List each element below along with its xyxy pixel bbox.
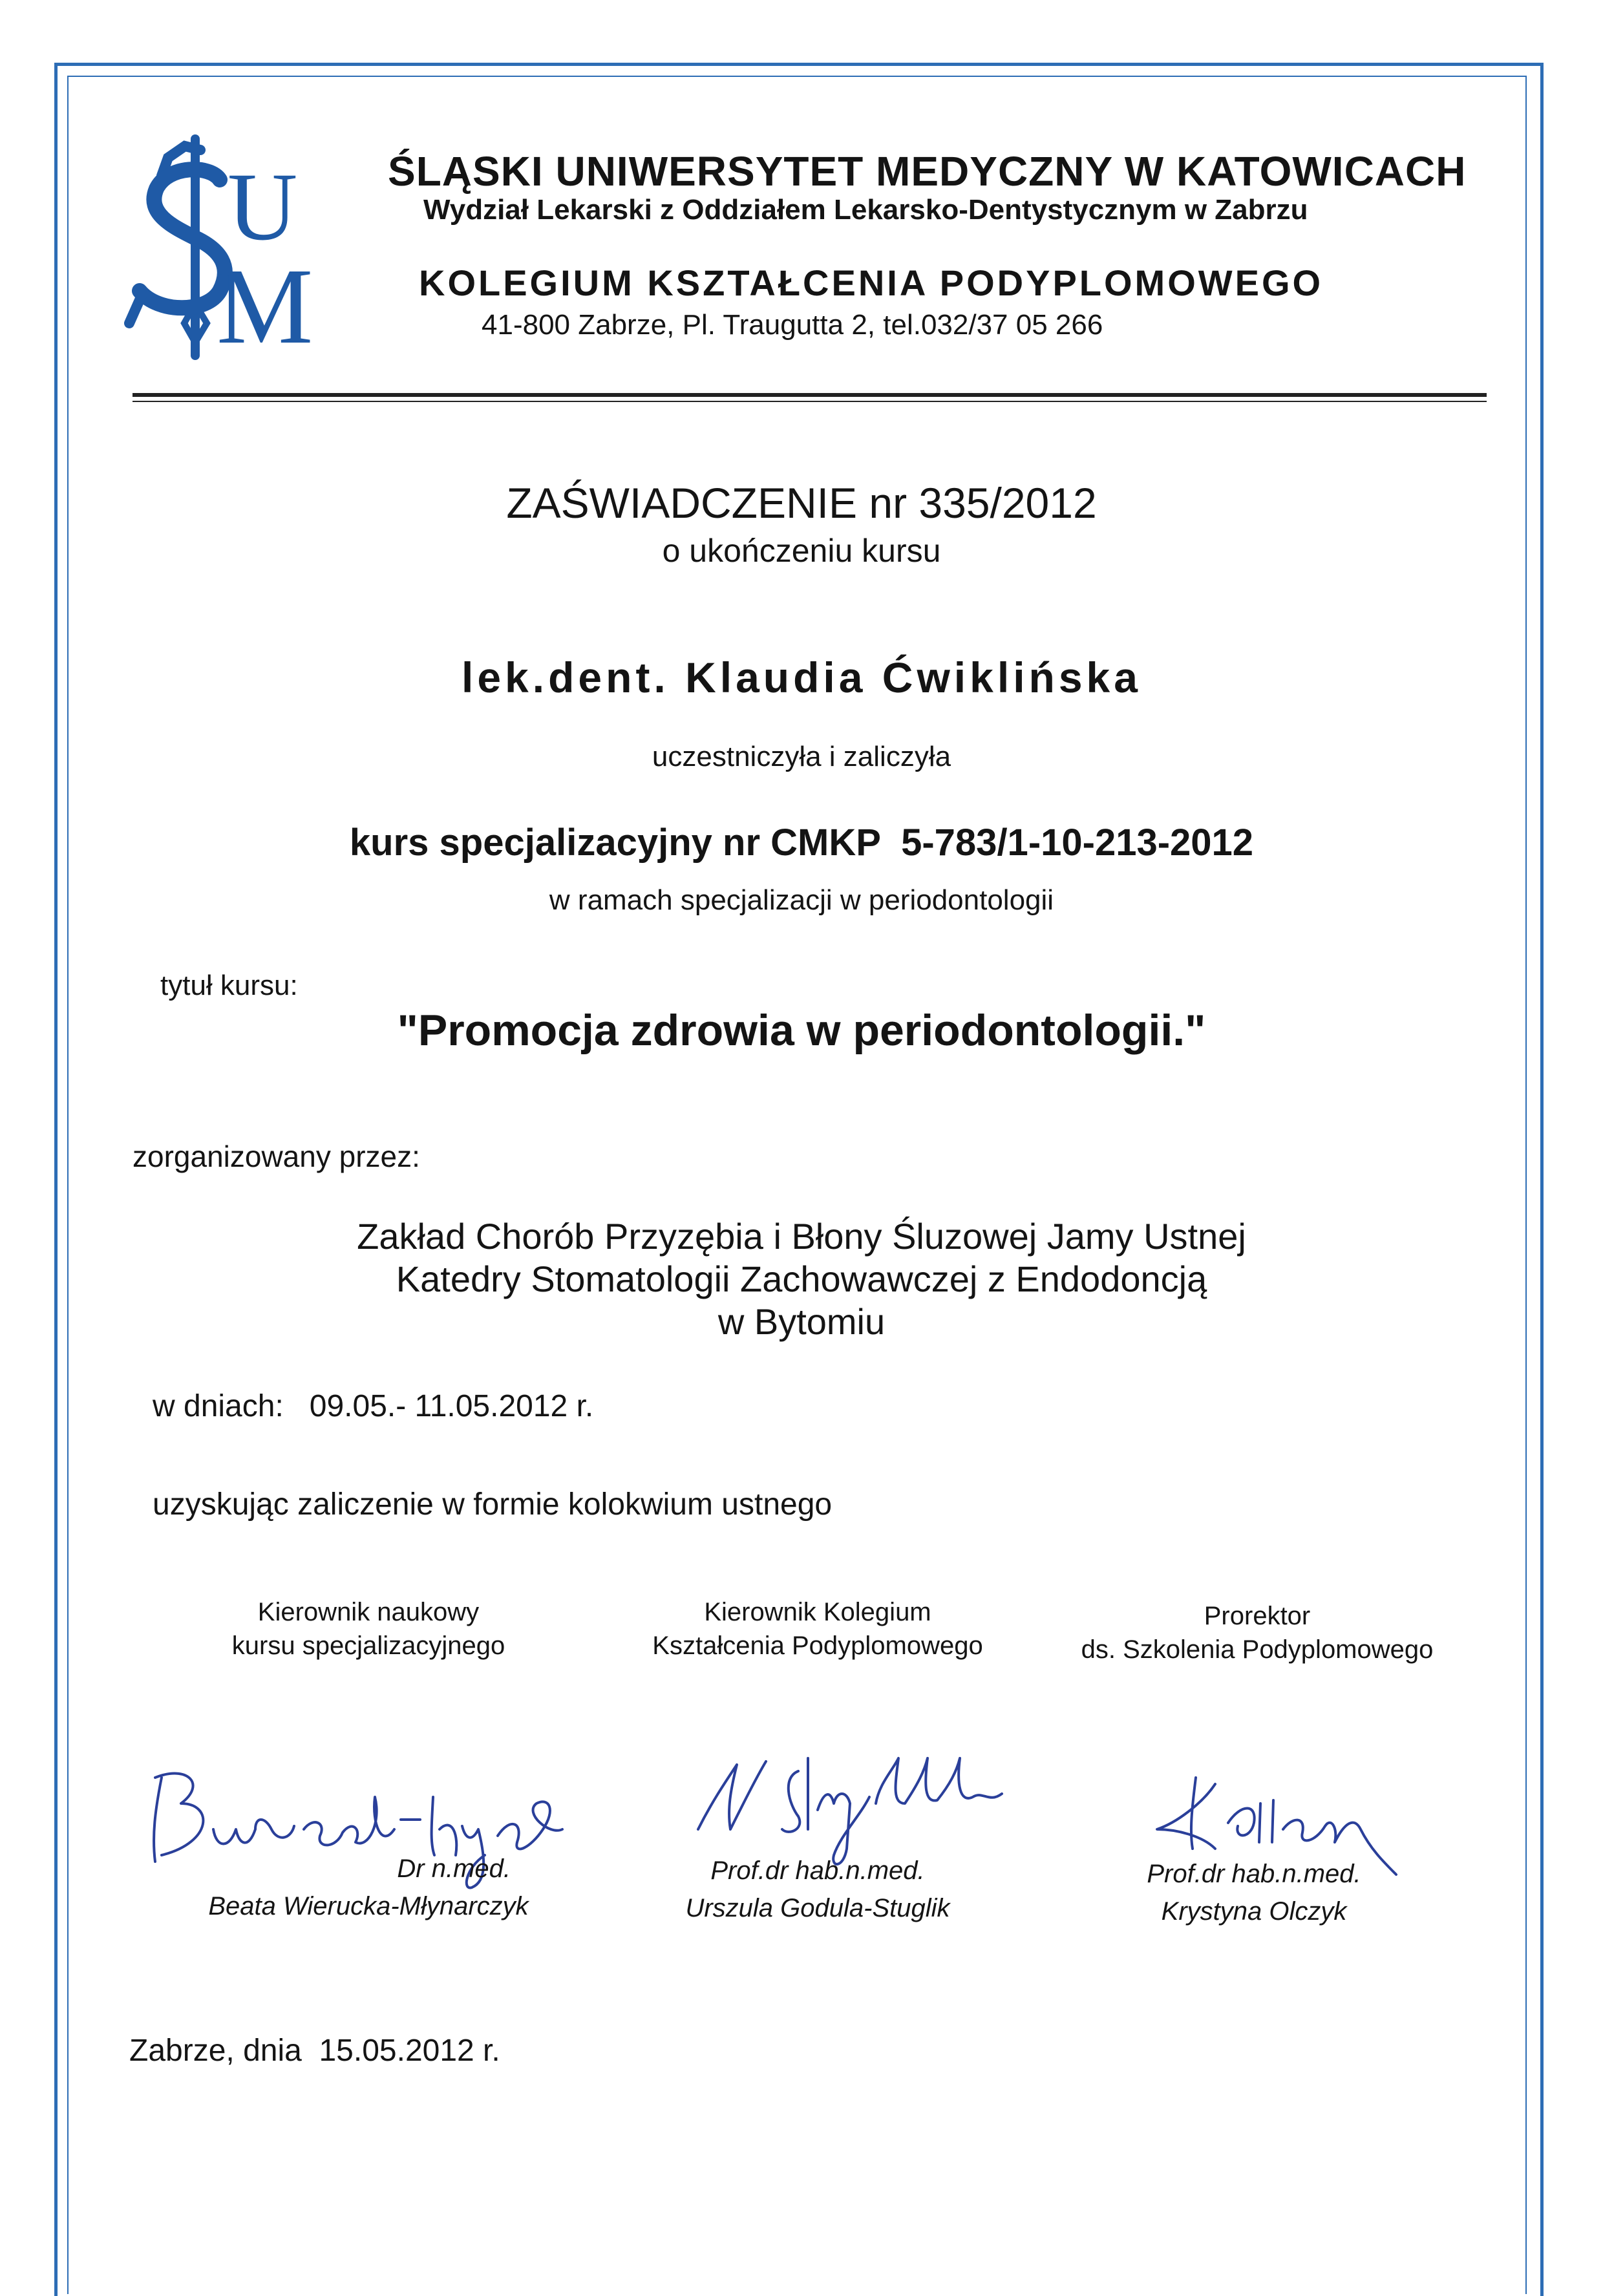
signatory-2-name-block (591, 1852, 1044, 1927)
signatory-1-role (142, 1595, 595, 1663)
signatory-degree: Prof.dr hab.n.med. (710, 1856, 925, 1885)
course-number: kurs specjalizacyjny nr CMKP 5-783/1-10-213-2012 (349, 822, 1254, 864)
recipient-name: lek.dent. Klaudia Ćwiklińska (462, 654, 1141, 701)
header-divider-thin (133, 401, 1487, 402)
signatory-3-role (1031, 1599, 1483, 1666)
course-context: w ramach specjalizacji w periodontologii (549, 884, 1054, 916)
course-title-label: tytuł kursu: (160, 970, 298, 1001)
dates-label: w dniach: (153, 1389, 284, 1423)
place-and-date: Zabrze, dnia 15.05.2012 r. (129, 2034, 500, 2068)
college-address: 41-800 Zabrze, Pl. Traugutta 2, tel.032/37 05 266 (482, 309, 1103, 341)
logo-letter-u: U (228, 153, 298, 260)
certificate-subtitle: o ukończeniu kursu (662, 533, 941, 569)
dates-value: 09.05.- 11.05.2012 r. (309, 1389, 594, 1423)
university-logo (123, 129, 362, 368)
college-name: KOLEGIUM KSZTAŁCENIA PODYPLOMOWEGO (419, 262, 1324, 303)
course-dates (153, 1388, 593, 1424)
signatory-degree: Prof.dr hab.n.med. (1147, 1860, 1361, 1888)
organizer-line: Katedry Stomatologii Zachowawczej z Endodoncją (396, 1259, 1207, 1299)
header-divider (133, 393, 1487, 397)
participation-text: uczestniczyła i zaliczyła (652, 741, 951, 772)
signatory-3-name-block (1028, 1855, 1480, 1930)
signatory-role-line: kursu specjalizacyjnego (231, 1632, 505, 1660)
signatory-role-line: Kształcenia Podyplomowego (652, 1632, 983, 1660)
page-border-inner (67, 76, 1527, 2294)
organizer-line: w Bytomiu (717, 1301, 886, 1342)
exam-text: uzyskując zaliczenie w formie kolokwium ustnego (153, 1487, 833, 1522)
organizer-block (0, 1215, 1603, 1343)
signatory-role-line: Kierownik naukowy (257, 1598, 480, 1626)
course-title: "Promocja zdrowia w periodontologii." (397, 1006, 1206, 1055)
signatory-degree: Dr n.med. (397, 1855, 511, 1883)
signatory-name: Beata Wierucka-Młynarczyk (208, 1892, 529, 1920)
signatory-2-role (591, 1595, 1044, 1663)
signatory-name: Krystyna Olczyk (1161, 1897, 1347, 1926)
signatory-name: Urszula Godula-Stuglik (685, 1894, 950, 1922)
signatory-role-line: ds. Szkolenia Podyplomowego (1081, 1635, 1434, 1664)
organizer-line: Zakład Chorób Przyzębia i Błony Śluzowej Jamy Ustnej (357, 1216, 1246, 1257)
logo-letter-m: M (217, 246, 313, 367)
certificate-title: ZAŚWIADCZENIE nr 335/2012 (506, 479, 1097, 527)
organizer-label: zorganizowany przez: (133, 1140, 420, 1173)
university-name: ŚLĄSKI UNIWERSYTET MEDYCZNY W KATOWICACH (388, 148, 1467, 195)
faculty-name: Wydział Lekarski z Oddziałem Lekarsko-Dentystycznym w Zabrzu (423, 194, 1308, 226)
signatory-role-line: Prorektor (1204, 1602, 1311, 1630)
signatory-role-line: Kierownik Kolegium (704, 1598, 931, 1626)
signatory-1-name-block (142, 1850, 595, 1925)
